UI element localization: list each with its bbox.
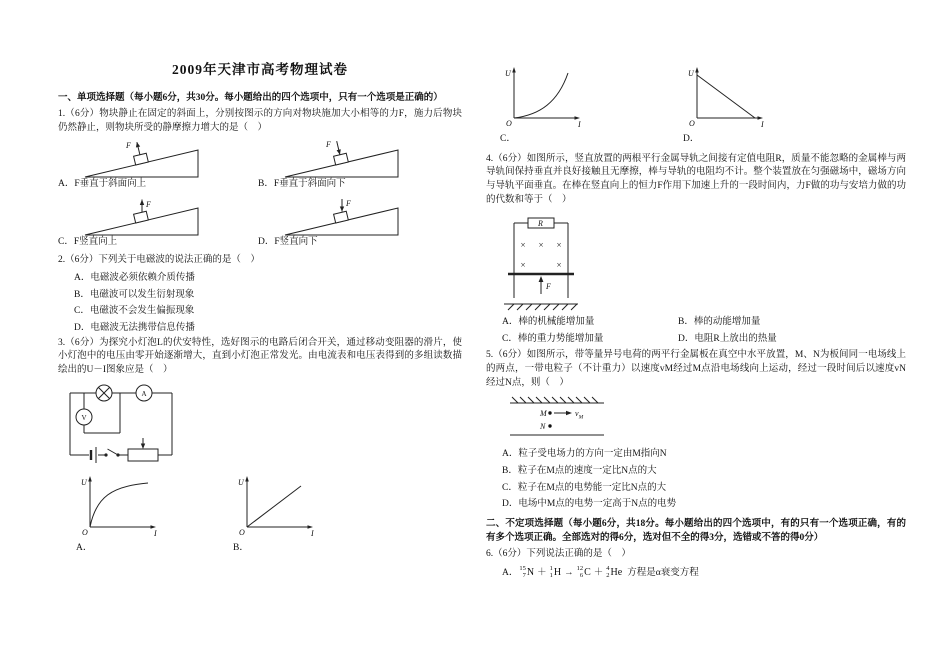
q1-incline-diagram-a — [80, 139, 220, 179]
rheostat-icon — [128, 438, 158, 461]
axes — [505, 67, 581, 129]
nuclide-he4: 4 2 He — [606, 565, 623, 579]
ammeter-icon — [136, 385, 152, 401]
force-arrow — [337, 141, 341, 155]
q4-option-c: C．棒的重力势能增加量 — [502, 333, 604, 344]
q4-option-d: D．电阻R上放出的热量 — [678, 333, 777, 344]
svg-text:U: U — [81, 477, 87, 487]
nuclide-n15: 15 7 N — [519, 565, 535, 579]
switch-icon — [104, 449, 119, 457]
force-arrow — [140, 199, 144, 212]
q1-option-a-cell — [58, 139, 258, 192]
q3-graph-d-cell — [683, 64, 768, 147]
q3-graph-d — [683, 64, 768, 128]
incline-icon — [85, 150, 198, 177]
q3-graphs-a-b — [76, 473, 462, 556]
q5-option-b: B．粒子在M点的速度一定比N点的大 — [502, 465, 657, 476]
q3-graph-a-cell — [76, 473, 161, 556]
q1-option-d-cell — [258, 197, 458, 250]
q2-text: 2.（6分）下列关于电磁波的说法正确的是（ ） — [58, 255, 260, 266]
incline-icon — [85, 208, 198, 235]
q1-option-c-label: C．F竖直向上 — [58, 236, 118, 247]
q3-circuit-diagram — [60, 383, 180, 469]
svg-text:×: × — [520, 239, 526, 250]
section-2-heading: 二、不定项选择题（每小题6分，共18分。每小题给出的四个选项中，有的只有一个选项正确，有的有多个选项正确。全部选对的得6分，选对但不全的得3分，选错或不答的得0分） — [486, 518, 906, 543]
q5-option-d: D．电场中M点的电势一定高于N点的电势 — [502, 499, 677, 510]
svg-text:O: O — [239, 527, 245, 537]
q1-option-c-cell — [58, 197, 258, 250]
nuclide-c12: 12 6 C — [576, 565, 591, 579]
q1-incline-diagram-c — [80, 197, 220, 237]
svg-text:vM: $v_M$ — [575, 409, 584, 421]
q3-graph-d-label: D． — [683, 133, 700, 144]
nuclide-h1: 1 1 H — [549, 565, 562, 579]
q1-text: 1.（6分）物块静止在固定的斜面上，分别按图示的方向对物块施加大小相等的力F，施力后物块仍然静止，则物块所受的静摩擦力增大的是（ ） — [58, 109, 462, 134]
svg-text:×: × — [520, 259, 526, 270]
q4-option-b: B．棒的动能增加量 — [678, 316, 761, 327]
svg-text:I: I — [761, 120, 764, 129]
svg-text:U: U — [238, 477, 244, 487]
svg-text:×: × — [556, 259, 562, 270]
svg-text:I: I — [578, 120, 581, 129]
q6-option-a-prefix: A． — [502, 567, 519, 578]
lamp-icon — [96, 385, 112, 401]
q3-graph-a — [76, 473, 161, 537]
q2-option-d: D．电磁波无法携带信息传播 — [74, 323, 195, 334]
q2-option-a: A．电磁波必须依赖介质传播 — [74, 273, 195, 284]
section-1-heading: 一、单项选择题（每小题6分，共30分。每小题给出的四个选项中，只有一个选项是正确的） — [58, 92, 443, 103]
q3-graph-b-cell — [233, 473, 318, 556]
q1-option-b-label: B．F垂直于斜面向下 — [258, 178, 346, 189]
force-arrow — [340, 199, 344, 212]
force-label: F — [146, 199, 151, 209]
q6-text: 6.（6分）下列说法正确的是（ ） — [486, 549, 631, 560]
q1-option-d-label: D．F竖直向下 — [258, 236, 318, 247]
svg-text:M: M — [540, 409, 547, 419]
q3-graph-a-label: A． — [76, 542, 93, 553]
plus-sign: ＋ — [593, 567, 604, 578]
svg-text:F: F — [546, 281, 551, 291]
q4-option-a: A．棒的机械能增加量 — [502, 316, 595, 327]
ui-curve — [247, 486, 301, 527]
force-label: F — [326, 139, 331, 149]
svg-text:I: I — [311, 528, 314, 538]
axes — [81, 476, 157, 538]
svg-text:R: R — [538, 218, 543, 228]
q1-options-grid — [58, 139, 462, 250]
charged-particle-m — [539, 409, 552, 418]
incline-icon — [285, 208, 398, 235]
force-label: F — [126, 140, 131, 150]
q3-graph-c — [500, 64, 585, 128]
ground-hatching — [504, 304, 578, 310]
q3-graph-b — [233, 473, 318, 537]
force-arrow — [539, 276, 551, 294]
svg-text:U: U — [505, 69, 511, 78]
q1-incline-diagram-b — [280, 139, 420, 179]
svg-text:O: O — [82, 527, 88, 537]
q5-text: 5.（6分）如图所示，带等量异号电荷的两平行金属板在真空中水平放置，M、N为板间同一电场线上的两点，一带电粒子（不计重力）以速度vM经过M点沿电场线向上运动，经过一段时间后以速度vN经过N点，则（ ） — [486, 349, 906, 388]
svg-text:V: V — [81, 413, 87, 422]
paper-title: 2009年天津市高考物理试卷 — [172, 62, 348, 77]
svg-text:O: O — [689, 119, 695, 128]
q5-plates-diagram — [502, 393, 612, 443]
svg-text:U: U — [688, 69, 694, 78]
svg-text:O: O — [506, 119, 512, 128]
reaction-arrow: → — [564, 567, 574, 578]
velocity-arrow — [554, 409, 584, 421]
magnetic-field-crosses — [520, 240, 561, 270]
battery-icon — [91, 447, 96, 463]
force-label: F — [346, 198, 351, 208]
svg-text:×: × — [556, 239, 562, 250]
svg-text:×: × — [538, 239, 544, 250]
axes — [238, 476, 314, 538]
q1-option-a-label: A．F垂直于斜面向上 — [58, 178, 147, 189]
force-arrow — [136, 142, 140, 155]
q3-text: 3.（6分）为探究小灯泡L的伏安特性，选好图示的电路后闭合开关，通过移动变阻器的滑片，使小灯泡中的电压由零开始逐渐增大，直到小灯泡正常发光。由电流表和电压表得到的多组读数描绘出的U－I图象应是（ ） — [58, 337, 462, 376]
plus-sign: ＋ — [537, 567, 547, 578]
q3-graph-c-label: C． — [500, 133, 516, 144]
q3-graph-b-label: B． — [233, 542, 249, 553]
q5-option-a: A．粒子受电场力的方向一定由M指向N — [502, 449, 667, 460]
q4-options — [486, 315, 906, 347]
svg-text:A: A — [141, 389, 147, 398]
ui-curve — [90, 483, 148, 527]
svg-text:I: I — [154, 528, 157, 538]
q3-graph-c-cell — [500, 64, 585, 147]
q2-option-c: C．电磁波不会发生偏振现象 — [74, 306, 195, 317]
q1-incline-diagram-d — [280, 197, 420, 237]
left-column — [58, 60, 462, 555]
incline-icon — [285, 150, 398, 177]
ui-curve — [697, 75, 755, 118]
q3-graphs-c-d — [500, 64, 906, 147]
q2-option-b: B．电磁波可以发生衍射现象 — [74, 289, 195, 300]
charged-particle-n — [539, 422, 552, 431]
q6-option-a — [486, 564, 906, 582]
q4-rail-diagram — [496, 212, 586, 312]
q5-option-c: C．粒子在M点的电势能一定比N点的大 — [502, 482, 667, 493]
q6-option-a-suffix: 方程是α衰变方程 — [627, 567, 699, 578]
q4-text: 4.（6分）如图所示，竖直放置的两根平行金属导轨之间接有定值电阻R，质量不能忽略的金属棒与两导轨间保持垂直并良好接触且无摩擦，棒与导轨的电阻均不计。整个装置放在匀强磁场中，磁场方向与导轨平面垂直。在棒在竖直向上的恒力F作用下加速上升的一段时间内，力F做的功与安培力做的功的代数和等于（ ） — [486, 153, 906, 205]
right-column — [486, 60, 906, 582]
ui-curve — [514, 73, 568, 118]
svg-text:N: N — [540, 422, 546, 432]
q1-option-b-cell — [258, 139, 458, 192]
resistor-icon — [528, 218, 554, 228]
top-plate — [510, 397, 604, 403]
